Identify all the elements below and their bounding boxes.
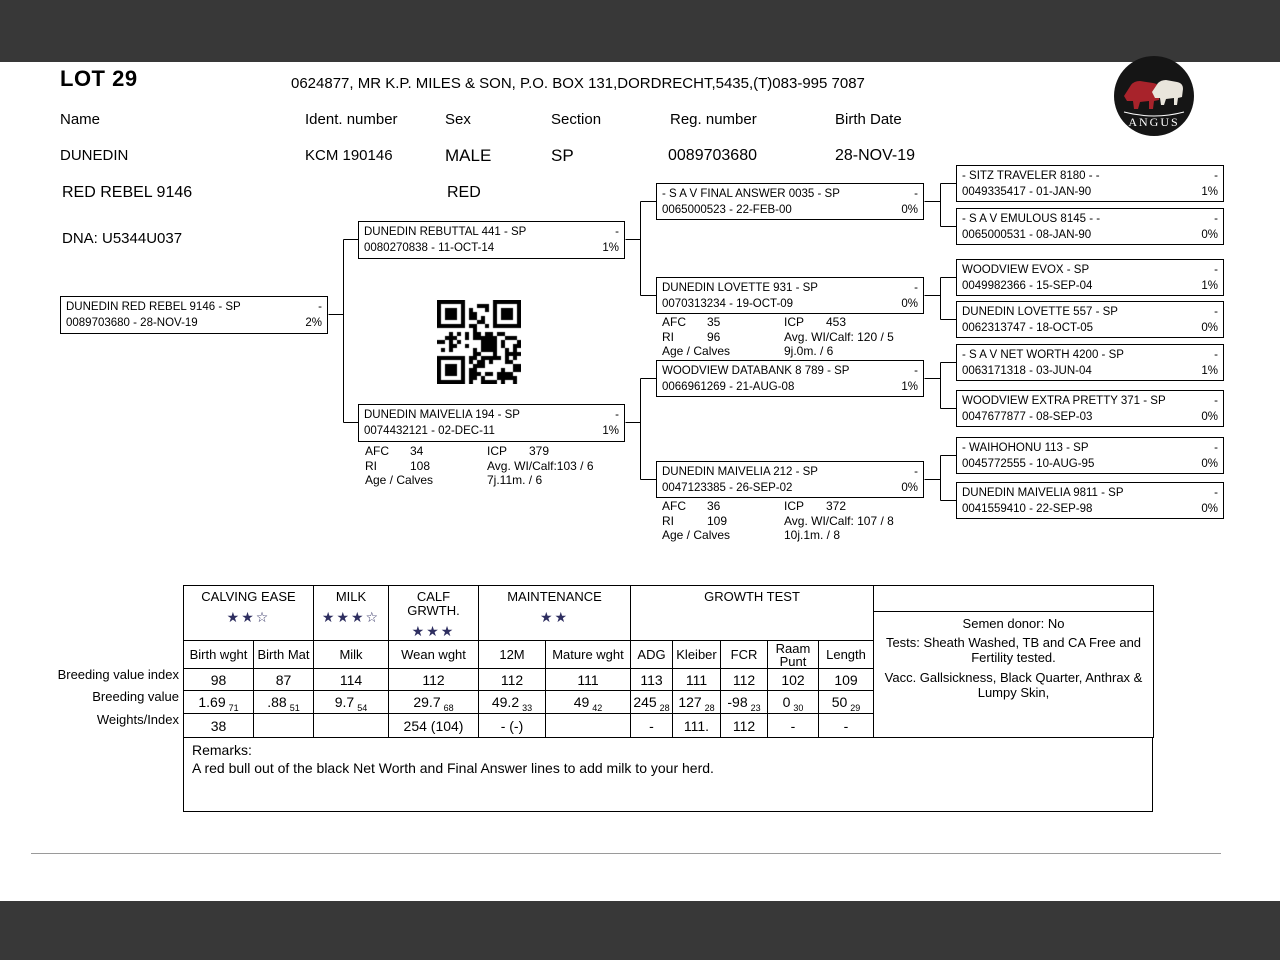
pedigree-box-gen4-1 bbox=[956, 165, 1224, 202]
ri-value: 109 bbox=[707, 513, 728, 528]
value-cell: 9.7 $_{54}$ bbox=[314, 691, 389, 714]
group-label: MILK bbox=[335, 589, 367, 604]
index-cell: 112 bbox=[389, 669, 479, 691]
weight-cell bbox=[254, 714, 314, 738]
value-cell: .88 $_{51}$ bbox=[254, 691, 314, 714]
icp-value: 379 bbox=[529, 444, 550, 458]
index-cell: 113 bbox=[631, 669, 673, 691]
pedigree-box-dam bbox=[358, 404, 625, 442]
accuracy: 51 bbox=[289, 703, 300, 713]
inbreeding-pct: 1% bbox=[602, 242, 619, 254]
owner-contact-line: 0624877, MR K.P. MILES & SON, P.O. BOX 131,DORDRECHT,5435,(T)083-995 7087 bbox=[291, 75, 865, 92]
donor-flag: - bbox=[914, 466, 918, 478]
inbreeding-pct: 0% bbox=[1201, 229, 1218, 241]
animal-reg: 0045772555 - 10-AUG-95 bbox=[962, 458, 1095, 470]
granddam-lovette-stats bbox=[662, 315, 894, 359]
animal-name-line2: RED REBEL 9146 bbox=[62, 184, 193, 201]
value-cell: -98 $_{23}$ bbox=[721, 691, 768, 714]
accuracy: 28 bbox=[704, 703, 715, 713]
weight-cell: 112 bbox=[721, 714, 768, 738]
animal-name: WOODVIEW EVOX - SP bbox=[962, 264, 1090, 276]
inbreeding-pct: 0% bbox=[901, 482, 918, 494]
inbreeding-pct: 0% bbox=[1201, 503, 1218, 515]
animal-name: - S A V FINAL ANSWER 0035 - SP bbox=[662, 188, 840, 200]
animal-reg: 0062313747 - 18-OCT-05 bbox=[962, 322, 1094, 334]
animal-reg: 0070313234 - 19-OCT-09 bbox=[662, 298, 794, 310]
pedigree-box-gen3-3 bbox=[656, 360, 924, 397]
col-mature-wght: Mature wght bbox=[546, 641, 631, 669]
pedigree-box-gen4-5 bbox=[956, 344, 1224, 381]
weight-cell: 254 (104) bbox=[389, 714, 479, 738]
donor-flag: - bbox=[1214, 395, 1218, 407]
pedigree-box-gen4-8 bbox=[956, 482, 1224, 519]
group-label: GROWTH TEST bbox=[704, 589, 800, 604]
age-calves-value: 7j.11m. / 6 bbox=[487, 473, 543, 487]
inbreeding-pct: 1% bbox=[602, 425, 619, 437]
index-cell: 98 bbox=[184, 669, 254, 691]
label-name: Name bbox=[60, 111, 101, 128]
animal-colour: RED bbox=[447, 184, 481, 201]
age-calves-value: 10j.1m. / 8 bbox=[784, 528, 841, 542]
pedigree-box-gen4-4 bbox=[956, 301, 1224, 338]
tests-text: Tests: Sheath Washed, TB and CA Free and Fertility tested. bbox=[885, 635, 1142, 665]
animal-reg: 0047123385 - 26-SEP-02 bbox=[662, 482, 793, 494]
value-sex: MALE bbox=[445, 146, 492, 165]
donor-flag: - bbox=[1214, 213, 1218, 225]
avg-wi-calf: Avg. WI/Calf: 107 / 8 bbox=[784, 513, 894, 528]
animal-reg: 0065000523 - 22-FEB-00 bbox=[662, 204, 792, 216]
group-label: CALVING EASE bbox=[201, 589, 296, 604]
accuracy: 68 bbox=[443, 703, 454, 713]
donor-flag: - bbox=[1214, 170, 1218, 182]
afc-label: AFC bbox=[662, 499, 686, 513]
animal-name: - S A V NET WORTH 4200 - SP bbox=[962, 349, 1124, 361]
weight-cell: 111. bbox=[673, 714, 721, 738]
pedigree-box-gen4-7 bbox=[956, 437, 1224, 474]
pedigree-box-gen4-2 bbox=[956, 208, 1224, 245]
value-cell: 49 $_{42}$ bbox=[546, 691, 631, 714]
animal-name: DUNEDIN MAIVELIA 9811 - SP bbox=[962, 487, 1124, 499]
pedigree-box-gen3-1 bbox=[656, 183, 924, 220]
value-name: DUNEDIN bbox=[60, 147, 129, 164]
age-calves-value: 9j.0m. / 6 bbox=[784, 344, 834, 358]
weight-cell: 38 bbox=[184, 714, 254, 738]
col-12m: 12M bbox=[479, 641, 546, 669]
animal-name: DUNEDIN LOVETTE 557 - SP bbox=[962, 306, 1118, 318]
animal-reg: 0063171318 - 03-JUN-04 bbox=[962, 365, 1092, 377]
accuracy: 30 bbox=[793, 703, 804, 713]
value-cell: 245 $_{28}$ bbox=[631, 691, 673, 714]
col-adg: ADG bbox=[631, 641, 673, 669]
donor-flag: - bbox=[615, 409, 619, 421]
accuracy: 23 bbox=[750, 703, 761, 713]
animal-name: DUNEDIN MAIVELIA 194 - SP bbox=[364, 409, 520, 421]
value-cell: 1.69 $_{71}$ bbox=[184, 691, 254, 714]
animal-reg: 0066961269 - 21-AUG-08 bbox=[662, 381, 795, 393]
star-rating: ★★ bbox=[539, 609, 570, 625]
donor-flag: - bbox=[318, 301, 322, 313]
group-header-row bbox=[184, 586, 1154, 641]
pedigree-box-gen4-6 bbox=[956, 390, 1224, 427]
lot-number: LOT 29 bbox=[60, 66, 138, 91]
value-cell: 49.2 $_{33}$ bbox=[479, 691, 546, 714]
star-rating: ★★★ bbox=[411, 623, 456, 639]
breeding-values-table bbox=[183, 585, 1154, 738]
animal-reg: 0080270838 - 11-OCT-14 bbox=[364, 242, 495, 254]
inbreeding-pct: 1% bbox=[1201, 186, 1218, 198]
donor-flag: - bbox=[1214, 442, 1218, 454]
qr-code bbox=[437, 300, 521, 384]
icp-label: ICP bbox=[487, 444, 508, 458]
group-calf-growth bbox=[389, 586, 479, 641]
index-cell: 112 bbox=[721, 669, 768, 691]
animal-reg: 0065000531 - 08-JAN-90 bbox=[962, 229, 1092, 241]
ri-value: 96 bbox=[707, 329, 721, 344]
animal-name: DUNEDIN REBUTTAL 441 - SP bbox=[364, 226, 527, 238]
afc-value: 34 bbox=[410, 444, 424, 458]
side-divider bbox=[874, 590, 1153, 612]
accuracy: 71 bbox=[228, 703, 239, 713]
weight-cell: - bbox=[768, 714, 819, 738]
value-cell: 50 $_{29}$ bbox=[819, 691, 874, 714]
col-kleiber: Kleiber bbox=[673, 641, 721, 669]
index-cell: 111 bbox=[673, 669, 721, 691]
row-label-breeding-value: Breeding value bbox=[92, 689, 179, 704]
animal-reg: 0049982366 - 15-SEP-04 bbox=[962, 280, 1093, 292]
animal-reg: 0089703680 - 28-NOV-19 bbox=[66, 317, 198, 329]
index-cell: 109 bbox=[819, 669, 874, 691]
label-ident: Ident. number bbox=[305, 111, 398, 128]
footer-separator bbox=[31, 853, 1221, 854]
remarks-text: A red bull out of the black Net Worth and Final Answer lines to add milk to your herd. bbox=[192, 760, 714, 776]
ri-label: RI bbox=[662, 329, 674, 344]
viewer-bottom-bar bbox=[0, 901, 1280, 960]
pedigree-box-subject bbox=[60, 296, 328, 334]
group-milk bbox=[314, 586, 389, 641]
inbreeding-pct: 1% bbox=[901, 381, 918, 393]
group-label: CALF GRWTH. bbox=[407, 589, 460, 618]
donor-flag: - bbox=[615, 226, 619, 238]
semen-donor-text: Semen donor: No bbox=[962, 616, 1065, 631]
group-calving-ease bbox=[184, 586, 314, 641]
weight-cell bbox=[314, 714, 389, 738]
accuracy: 29 bbox=[850, 703, 861, 713]
value-cell: 0 $_{30}$ bbox=[768, 691, 819, 714]
inbreeding-pct: 1% bbox=[1201, 280, 1218, 292]
dna-number: DNA: U5344U037 bbox=[62, 230, 183, 247]
group-maintenance bbox=[479, 586, 631, 641]
inbreeding-pct: 2% bbox=[305, 317, 322, 329]
value-cell: 127 $_{28}$ bbox=[673, 691, 721, 714]
afc-value: 35 bbox=[707, 315, 721, 329]
animal-name: DUNEDIN LOVETTE 931 - SP bbox=[662, 282, 818, 294]
donor-flag: - bbox=[914, 188, 918, 200]
col-birth-mat: Birth Mat bbox=[254, 641, 314, 669]
row-label-weights-index: Weights/Index bbox=[96, 712, 179, 727]
accuracy: 42 bbox=[592, 703, 603, 713]
value-cell: 29.7 $_{68}$ bbox=[389, 691, 479, 714]
animal-reg: 0047677877 - 08-SEP-03 bbox=[962, 411, 1093, 423]
animal-name: - WAIHOHONU 113 - SP bbox=[962, 442, 1089, 454]
donor-flag: - bbox=[914, 282, 918, 294]
label-reg: Reg. number bbox=[670, 111, 757, 128]
col-length: Length bbox=[819, 641, 874, 669]
vaccinations-text: Vacc. Gallsickness, Black Quarter, Anthrax & Lumpy Skin, bbox=[884, 670, 1143, 700]
pedigree-box-gen4-3 bbox=[956, 259, 1224, 296]
row-label-breeding-value-index: Breeding value index bbox=[57, 667, 179, 682]
label-birth: Birth Date bbox=[835, 111, 902, 128]
ri-value: 108 bbox=[410, 458, 431, 473]
pedigree-box-gen3-2 bbox=[656, 277, 924, 314]
donor-flag: - bbox=[1214, 487, 1218, 499]
angus-logo-text: ANGUS bbox=[1128, 115, 1180, 129]
donor-flag: - bbox=[914, 365, 918, 377]
weight-cell: - bbox=[819, 714, 874, 738]
age-calves-label: Age / Calves bbox=[662, 344, 731, 358]
animal-reg: 0074432121 - 02-DEC-11 bbox=[364, 425, 495, 437]
animal-name: WOODVIEW DATABANK 8 789 - SP bbox=[662, 365, 850, 377]
weight-cell bbox=[546, 714, 631, 738]
label-section: Section bbox=[551, 111, 602, 128]
accuracy: 33 bbox=[522, 703, 533, 713]
afc-label: AFC bbox=[365, 444, 389, 458]
inbreeding-pct: 0% bbox=[1201, 411, 1218, 423]
inbreeding-pct: 0% bbox=[1201, 458, 1218, 470]
age-calves-label: Age / Calves bbox=[662, 528, 731, 542]
index-cell: 102 bbox=[768, 669, 819, 691]
animal-name: WOODVIEW EXTRA PRETTY 371 - SP bbox=[962, 395, 1166, 407]
weight-cell: - (-) bbox=[479, 714, 546, 738]
ri-label: RI bbox=[662, 513, 674, 528]
value-birth: 28-NOV-19 bbox=[835, 147, 916, 164]
inbreeding-pct: 0% bbox=[901, 204, 918, 216]
accuracy: 54 bbox=[357, 703, 368, 713]
col-wean-wght: Wean wght bbox=[389, 641, 479, 669]
animal-name: DUNEDIN RED REBEL 9146 - SP bbox=[66, 301, 241, 313]
group-label: MAINTENANCE bbox=[507, 589, 602, 604]
pedigree-box-gen3-4 bbox=[656, 461, 924, 498]
value-ident: KCM 190146 bbox=[305, 147, 393, 164]
icp-value: 453 bbox=[826, 315, 847, 329]
granddam-maivelia-stats bbox=[662, 499, 894, 543]
label-sex: Sex bbox=[445, 111, 471, 128]
col-fcr: FCR bbox=[721, 641, 768, 669]
icp-label: ICP bbox=[784, 315, 805, 329]
inbreeding-pct: 0% bbox=[901, 298, 918, 310]
animal-reg: 0049335417 - 01-JAN-90 bbox=[962, 186, 1092, 198]
afc-value: 36 bbox=[707, 499, 721, 513]
dam-stats bbox=[365, 444, 594, 488]
ri-label: RI bbox=[365, 458, 377, 473]
value-reg: 0089703680 bbox=[668, 147, 757, 164]
afc-label: AFC bbox=[662, 315, 686, 329]
inbreeding-pct: 1% bbox=[1201, 365, 1218, 377]
avg-wi-calf: Avg. WI/Calf: 120 / 5 bbox=[784, 329, 894, 344]
weight-cell: - bbox=[631, 714, 673, 738]
group-growth-test bbox=[631, 586, 874, 641]
col-birth-wght: Birth wght bbox=[184, 641, 254, 669]
remarks-label: Remarks: bbox=[192, 742, 252, 758]
animal-name: - SITZ TRAVELER 8180 - - bbox=[962, 170, 1100, 182]
donor-flag: - bbox=[1214, 349, 1218, 361]
col-milk: Milk bbox=[314, 641, 389, 669]
index-cell: 111 bbox=[546, 669, 631, 691]
index-cell: 112 bbox=[479, 669, 546, 691]
health-info-panel bbox=[874, 586, 1154, 738]
value-section: SP bbox=[551, 146, 574, 165]
age-calves-label: Age / Calves bbox=[365, 473, 434, 487]
inbreeding-pct: 0% bbox=[1201, 322, 1218, 334]
animal-name: DUNEDIN MAIVELIA 212 - SP bbox=[662, 466, 818, 478]
icp-value: 372 bbox=[826, 499, 847, 513]
accuracy: 28 bbox=[659, 703, 670, 713]
index-cell: 87 bbox=[254, 669, 314, 691]
animal-name: - S A V EMULOUS 8145 - - bbox=[962, 213, 1101, 225]
index-cell: 114 bbox=[314, 669, 389, 691]
donor-flag: - bbox=[1214, 306, 1218, 318]
star-rating: ★★★☆ bbox=[321, 609, 381, 625]
icp-label: ICP bbox=[784, 499, 805, 513]
remarks-box bbox=[183, 737, 1153, 812]
pedigree-box-sire bbox=[358, 221, 625, 259]
star-rating: ★★☆ bbox=[226, 609, 271, 625]
donor-flag: - bbox=[1214, 264, 1218, 276]
col-raam-punt: Raam Punt bbox=[768, 641, 819, 669]
avg-wi-calf: Avg. WI/Calf:103 / 6 bbox=[487, 458, 594, 473]
animal-reg: 0041559410 - 22-SEP-98 bbox=[962, 503, 1093, 515]
